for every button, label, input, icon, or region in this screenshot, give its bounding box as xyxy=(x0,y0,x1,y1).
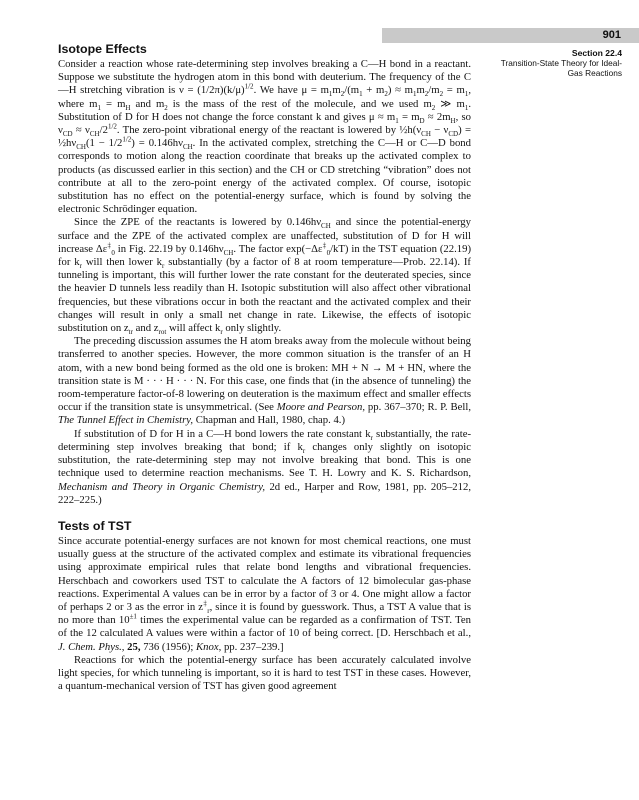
paragraph-tests-2: Reactions for which the potential-energy surface has been accurately calculated involve light species, for which tunneling is important, so it is hard to test TST in these cases. However, a quantum-mechanical version of TST has given good agreement xyxy=(58,653,471,693)
heading-tests-of-tst: Tests of TST xyxy=(58,518,132,533)
paragraph-tests-1: Since accurate potential-energy surfaces are not known for most chemical reactions, one must usually guess at the structure of the activated complex and estimate its vibrational frequencies using approximate empirical rules that relate bond lengths and vibrational frequencies. Herschbach and coworkers used TST to calculate the A factors of 12 bimolecular gas-phase reactions. Experimental A values can be in error by a factor of 3 or 4. One might allow a factor of perhaps 2 or 3 as the error in $z^\ddagger_r$, since it is found by guesswork. Thus, a TST A value that is no more than $10^{\pm 1}$ times the experimental value can be regarded as a confirmation of TST. Ten of the 12 calculated A values were within a factor of 10 of being correct. [D. Herschbach et al., J. Chem. Phys., 25, 736 (1956); Knox, pp. 237–239.] xyxy=(58,534,471,653)
paragraph-isotope-3: The preceding discussion assumes the H atom breaks away from the molecule without being transferred to another species. However, the more common situation is the transfer of an H atom, with a new bond being formed as the old one is broken: MH + N → M + HN, where the transition state is M · · · H · · · N. For this case, one finds that (in the absence of tunneling) the room-temperature factor-of-8 lowering on deuteration is the maximum effect and smaller effects occur if the transition state is unsymmetrical. (See Moore and Pearson, pp. 367–370; R. P. Bell, The Tunnel Effect in Chemistry, Chapman and Hall, 1980, chap. 4.) xyxy=(58,335,471,427)
paragraph-isotope-2: Since the ZPE of the reactants is lowered by $0.146h\nu_{CH}$ and since the potential-energy surface and the ZPE of the activated complex are unaffected, substitution of D for H will increase $\Delta\varepsilon^\ddagger_0$ in Fig. 22.19 by $0.146h\nu_{CH}$. The factor $\exp(-\Delta\varepsilon^\ddagger_0/kT)$ in the TST equation (22.19) for $k_r$ will then lower $k_r$ substantially (by a factor of 8 at room temperature—Prob. 22.14). If tunneling is important, this will further lower the rate constant for the deuterated species, since the heavier D tunnels less readily than H. Isotopic substitution will also affect other vibrational frequencies, but these vibrations occur in both the reactant and the activated complex and their changes will result in only a small net change in rate. Likewise, the effects of isotopic substitution on $z_{tr}$ and $z_{rot}$ will affect $k_r$ only slightly. xyxy=(58,216,472,337)
paragraph-isotope-4: If substitution of D for H in a C—H bond lowers the rate constant $k_r$ substantially, the rate-determining step involves breaking that bond; if $k_r$ changes only slightly on isotopic substitution, the rate-determining step may not involve breaking that bond. This is one technique used to determine reaction mechanisms. See T. H. Lowry and K. S. Richardson, Mechanism and Theory in Organic Chemistry, 2d ed., Harper and Row, 1981, pp. 205–212, 222–225.) xyxy=(58,427,472,506)
running-head xyxy=(498,48,622,78)
paragraph-isotope-1: Consider a reaction whose rate-determining step involves breaking a C—H bond in a reactant. Suppose we substitute the hydrogen atom in this bond with deuterium. The frequency of the C—H stretching vibration is $\nu = (1/2\pi)(k/\mu)^{1/2}$. We have $\mu = m_1m_2/(m_1 + m_2) \approx m_1m_2/m_2 = m_1$, where $m_1 = m_H$ and $m_2$ is the mass of the rest of the molecule, and we used $m_2$ ≫ $m_1$. Substitution of D for H does not change the force constant k and gives $\mu \approx m_1 = m_D \approx 2m_H$, so $\nu_{CD} \approx \nu_{CH}/2^{1/2}$. The zero-point vibrational energy of the reactant is lowered by $\frac{1}{2}h(\nu_{CH} - \nu_{CD})$ = $\frac{1}{2}h\nu_{CH}(1 - 1/2^{1/2}) = 0.146h\nu_{CH}$. In the activated complex, stretching the C—H or C—D bond corresponds to motion along the reaction coordinate that breaks up the activated complex to products (as discussed earlier in this section) and the CH or CD stretching “vibration” does not contribute at all to the zero-point energy of the activated complex. Of course, isotopic substitution has no effect on the potential-energy surface, which is found by solving the electronic Schrödinger equation. xyxy=(58,58,472,216)
header-bar xyxy=(0,28,639,43)
heading-isotope-effects: Isotope Effects xyxy=(58,42,147,56)
section-title: Transition-State Theory for Ideal-Gas Reactions xyxy=(500,58,622,78)
section-label: Section 22.4 xyxy=(571,48,622,58)
main-text xyxy=(58,42,471,693)
header-bar-fill xyxy=(382,28,639,43)
page-number: 901 xyxy=(602,29,621,41)
